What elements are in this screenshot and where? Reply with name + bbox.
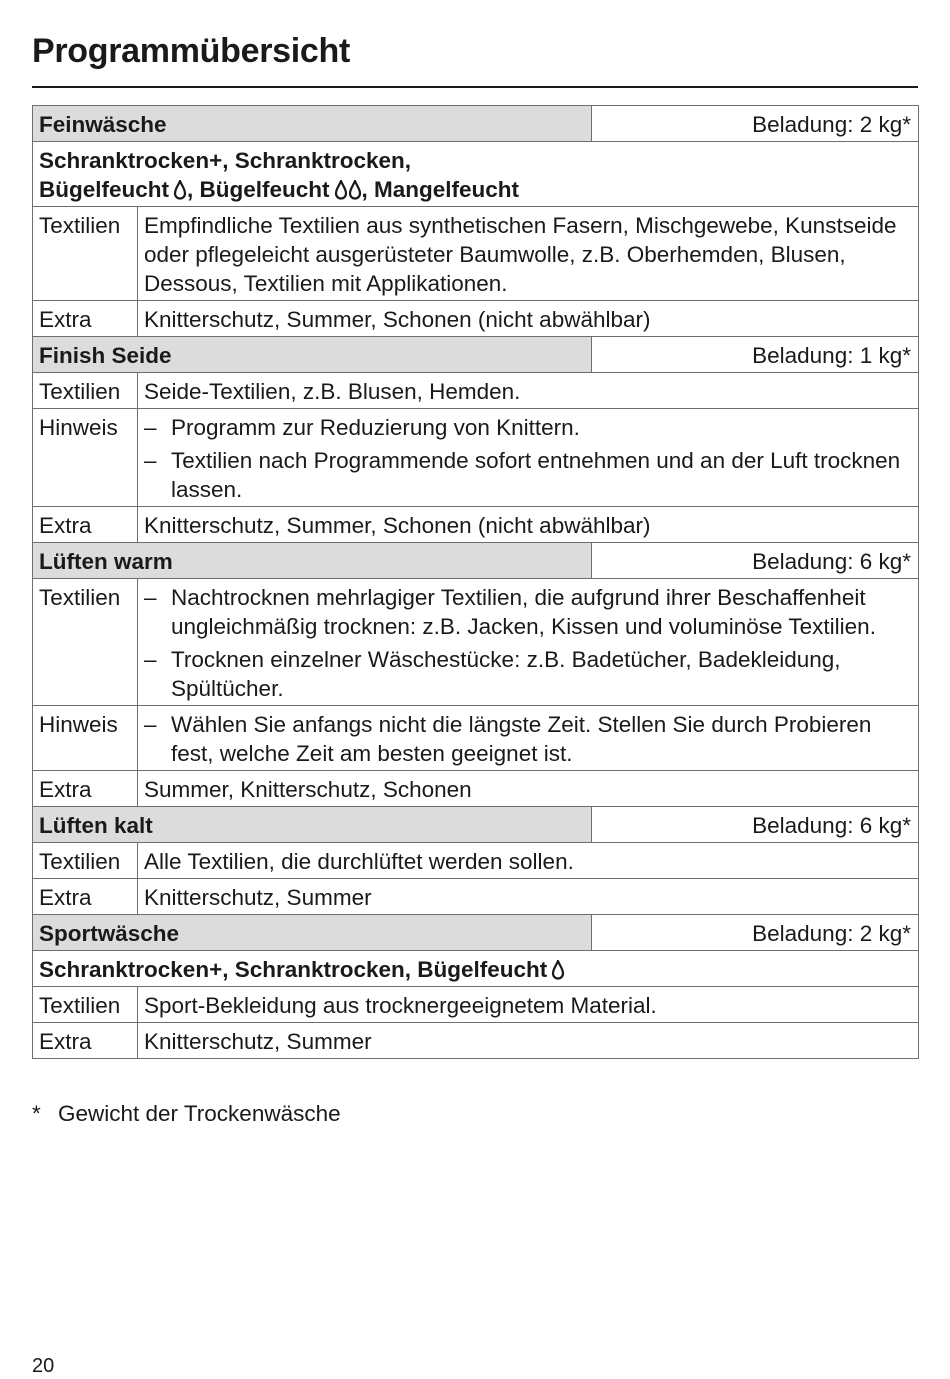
row-value: Sport-Bekleidung aus trocknergeeignetem Material.: [138, 987, 919, 1023]
row-label: Extra: [33, 301, 138, 337]
dash-text: Trocknen einzelner Wäschestücke: z.B. Badetücher, Badekleidung, Spültücher.: [171, 647, 841, 701]
dash-bullet: –: [144, 415, 157, 440]
dash-text: Textilien nach Programmende sofort entnehmen und an der Luft trocknen lassen.: [171, 448, 901, 502]
footnote-mark: *: [32, 1101, 41, 1126]
row-value: Seide-Textilien, z.B. Blusen, Hemden.: [138, 373, 919, 409]
row-label: Textilien: [33, 373, 138, 409]
program-header-row: [33, 106, 919, 142]
page-number: 20: [32, 1355, 55, 1377]
program-load: Beladung: 2 kg*: [592, 106, 919, 142]
variant-text: Schranktrocken+, Schranktrocken,: [39, 148, 412, 173]
program-load: Beladung: 6 kg*: [592, 807, 919, 843]
footnote: [32, 1101, 341, 1127]
program-load: Beladung: 1 kg*: [592, 337, 919, 373]
program-row: [33, 1023, 919, 1059]
row-label: Hinweis: [33, 409, 138, 507]
dash-bullet: –: [144, 712, 157, 737]
row-label: Extra: [33, 1023, 138, 1059]
row-value: Knitterschutz, Summer: [138, 879, 919, 915]
program-row: [33, 301, 919, 337]
row-label: Extra: [33, 507, 138, 543]
program-row: [33, 987, 919, 1023]
dash-text: Programm zur Reduzierung von Knittern.: [171, 415, 580, 440]
water-drop-icon: [173, 180, 187, 200]
double-water-drop-icon: [334, 180, 362, 200]
program-row: [33, 771, 919, 807]
row-value: Knitterschutz, Summer, Schonen (nicht abwählbar): [138, 507, 919, 543]
water-drop-icon: [551, 960, 565, 980]
row-value: [138, 706, 919, 771]
program-row: [33, 879, 919, 915]
program-variants: [33, 951, 919, 987]
program-header-row: [33, 807, 919, 843]
program-row: [33, 579, 919, 706]
row-value: Empfindliche Textilien aus synthetischen Fasern, Mischgewebe, Kunstseide oder pflegeleicht ausgerüsteter Baumwolle, z.B. Oberhemden, Blusen, Dessous, Textilien mit Applikationen.: [138, 207, 919, 301]
variant-text: Bügelfeucht: [39, 177, 170, 202]
dash-item: [144, 446, 912, 504]
program-load: Beladung: 2 kg*: [592, 915, 919, 951]
row-value: Summer, Knitterschutz, Schonen: [138, 771, 919, 807]
program-row: [33, 373, 919, 409]
program-row: [33, 507, 919, 543]
row-value: Knitterschutz, Summer, Schonen (nicht abwählbar): [138, 301, 919, 337]
row-label: Extra: [33, 879, 138, 915]
dash-text: Nachtrocknen mehrlagiger Textilien, die aufgrund ihrer Beschaffenheit ungleichmäßig trocknen: z.B. Jacken, Kissen und voluminöse Textilien.: [171, 585, 876, 639]
program-name: Lüften kalt: [33, 807, 592, 843]
row-value: Alle Textilien, die durchlüftet werden sollen.: [138, 843, 919, 879]
dash-bullet: –: [144, 585, 157, 610]
row-label: Textilien: [33, 987, 138, 1023]
title-rule: [32, 86, 918, 88]
program-row: [33, 409, 919, 507]
dash-item: [144, 583, 912, 641]
program-header-row: [33, 915, 919, 951]
program-row: [33, 207, 919, 301]
program-name: Sportwäsche: [33, 915, 592, 951]
program-variants: [33, 142, 919, 207]
program-header-row: [33, 543, 919, 579]
program-name: Lüften warm: [33, 543, 592, 579]
dash-bullet: –: [144, 647, 157, 672]
row-label: Hinweis: [33, 706, 138, 771]
variant-text: , Bügelfeucht: [187, 177, 330, 202]
program-name: Finish Seide: [33, 337, 592, 373]
dash-bullet: –: [144, 448, 157, 473]
row-value: Knitterschutz, Summer: [138, 1023, 919, 1059]
program-variants-row: [33, 951, 919, 987]
row-label: Textilien: [33, 579, 138, 706]
program-name: Feinwäsche: [33, 106, 592, 142]
dash-item: [144, 710, 912, 768]
dash-item: [144, 645, 912, 703]
variant-text: , Mangelfeucht: [361, 177, 520, 202]
row-label: Textilien: [33, 207, 138, 301]
row-value: [138, 579, 919, 706]
row-label: Textilien: [33, 843, 138, 879]
program-row: [33, 706, 919, 771]
page-title: Programmübersicht: [32, 32, 350, 70]
dash-text: Wählen Sie anfangs nicht die längste Zeit. Stellen Sie durch Probieren fest, welche Zeit am besten geeignet ist.: [171, 712, 872, 766]
footnote-text: Gewicht der Trockenwäsche: [58, 1101, 341, 1126]
dash-item: [144, 413, 912, 442]
program-variants-row: [33, 142, 919, 207]
row-value: [138, 409, 919, 507]
row-label: Extra: [33, 771, 138, 807]
program-header-row: [33, 337, 919, 373]
program-table: [32, 105, 919, 1059]
program-load: Beladung: 6 kg*: [592, 543, 919, 579]
program-row: [33, 843, 919, 879]
variant-text: Schranktrocken+, Schranktrocken, Bügelfeucht: [39, 957, 548, 982]
